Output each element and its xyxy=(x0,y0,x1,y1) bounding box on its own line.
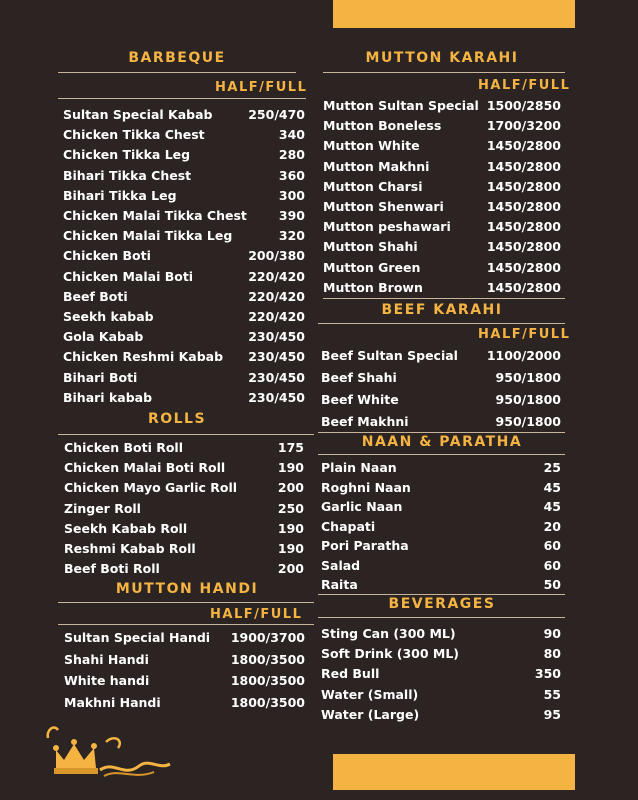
naan-paratha-title: NAAN & PARATHA xyxy=(361,434,523,450)
mutton-karahi-item: Mutton Boneless 1700/3200 xyxy=(323,118,561,134)
barbeque-halffull: HALF/FULL xyxy=(215,80,308,95)
beef-karahi-item: Beef Shahi 950/1800 xyxy=(321,370,561,385)
barbeque-item: Seekh kabab 220/420 xyxy=(63,309,305,324)
barbeque-item: Chicken Malai Tikka Chest 390 xyxy=(63,208,305,223)
bottom-accent-bar xyxy=(333,754,575,790)
naan-top-rule xyxy=(318,432,565,433)
barbeque-sub-rule xyxy=(58,98,306,99)
mutton-karahi-title: MUTTON KARAHI xyxy=(365,50,519,66)
barbeque-item: Gola Kabab 230/450 xyxy=(63,329,305,345)
beverages-item: Water (Small) 55 xyxy=(321,686,561,702)
mutton-handi-halffull: HALF/FULL xyxy=(210,607,303,622)
mutton-handi-item: Sultan Special Handi 1900/3700 xyxy=(64,630,305,645)
mutton-karahi-item: Mutton Sultan Special 1500/2850 xyxy=(323,98,561,113)
barbeque-rule xyxy=(58,72,296,73)
mutton-karahi-item: Mutton Shenwari 1450/2800 xyxy=(323,199,561,214)
barbeque-title: BARBEQUE xyxy=(128,50,226,66)
rolls-item: Chicken Malai Boti Roll 190 xyxy=(64,460,304,476)
rolls-item: Seekh Kabab Roll 190 xyxy=(64,520,304,536)
barbeque-item: Chicken Tikka Chest 340 xyxy=(63,127,305,143)
mutton-karahi-item: Mutton Brown 1450/2800 xyxy=(323,279,561,295)
beef-karahi-top-rule xyxy=(323,298,565,299)
rolls-item: Beef Boti Roll 200 xyxy=(64,561,304,577)
mutton-karahi-item: Mutton Shahi 1450/2800 xyxy=(323,239,561,255)
mutton-handi-item: Shahi Handi 1800/3500 xyxy=(64,651,305,667)
naan-paratha-item: Salad 60 xyxy=(321,557,561,573)
mutton-karahi-item: Mutton Makhni 1450/2800 xyxy=(323,158,561,174)
crown-icon xyxy=(44,720,174,780)
mutton-karahi-item: Mutton White 1450/2800 xyxy=(323,138,561,154)
mutton-karahi-item: Mutton peshawari 1450/2800 xyxy=(323,219,561,235)
barbeque-item: Sultan Special Kabab 250/470 xyxy=(63,107,305,122)
naan-paratha-item: Pori Paratha 60 xyxy=(321,538,561,553)
mutton-karahi-item: Mutton Charsi 1450/2800 xyxy=(323,178,561,194)
mutton-karahi-item: Mutton Green 1450/2800 xyxy=(323,259,561,275)
rolls-item: Chicken Mayo Garlic Roll 200 xyxy=(64,480,304,496)
mutton-handi-sub-rule xyxy=(58,624,314,625)
mutton-handi-title: MUTTON HANDI xyxy=(115,581,259,597)
beverages-rule xyxy=(318,617,565,618)
mutton-handi-item: Makhni Handi 1800/3500 xyxy=(64,694,305,710)
rolls-title: ROLLS xyxy=(147,411,207,427)
beverages-item: Red Bull 350 xyxy=(321,666,561,682)
rolls-rule xyxy=(58,434,314,435)
naan-paratha-item: Garlic Naan 45 xyxy=(321,499,561,514)
top-accent-bar xyxy=(333,0,575,28)
beef-karahi-rule xyxy=(318,323,565,324)
naan-paratha-item: Chapati 20 xyxy=(321,518,561,534)
beef-karahi-item: Beef White 950/1800 xyxy=(321,392,561,407)
naan-paratha-rule xyxy=(318,454,565,455)
barbeque-item: Bihari Boti 230/450 xyxy=(63,369,305,385)
rolls-item: Reshmi Kabab Roll 190 xyxy=(64,541,304,556)
barbeque-item: Bihari Tikka Leg 300 xyxy=(63,187,305,203)
mutton-karahi-rule xyxy=(323,72,565,73)
rolls-item: Zinger Roll 250 xyxy=(64,500,304,516)
mutton-karahi-halffull: HALF/FULL xyxy=(478,78,571,93)
mutton-handi-item: White handi 1800/3500 xyxy=(64,673,305,688)
barbeque-item: Chicken Malai Boti 220/420 xyxy=(63,268,305,284)
beef-karahi-title: BEEF KARAHI xyxy=(381,302,503,318)
beverages-item: Sting Can (300 ML) 90 xyxy=(321,626,561,641)
naan-paratha-item: Raita 50 xyxy=(321,577,561,592)
beverages-top-rule xyxy=(318,594,565,595)
beef-karahi-halffull: HALF/FULL xyxy=(478,327,571,342)
beverages-title: BEVERAGES xyxy=(388,596,496,612)
naan-paratha-item: Plain Naan 25 xyxy=(321,460,561,475)
barbeque-item: Chicken Reshmi Kabab 230/450 xyxy=(63,349,305,365)
naan-paratha-item: Roghni Naan 45 xyxy=(321,479,561,495)
beef-karahi-item: Beef Sultan Special 1100/2000 xyxy=(321,348,561,363)
barbeque-item: Bihari Tikka Chest 360 xyxy=(63,167,305,183)
barbeque-item: Chicken Malai Tikka Leg 320 xyxy=(63,228,305,244)
barbeque-item: Beef Boti 220/420 xyxy=(63,288,305,304)
beverages-item: Soft Drink (300 ML) 80 xyxy=(321,646,561,662)
barbeque-item: Chicken Boti 200/380 xyxy=(63,248,305,264)
barbeque-item: Chicken Tikka Leg 280 xyxy=(63,147,305,163)
barbeque-item: Bihari kabab 230/450 xyxy=(63,389,305,405)
mutton-handi-rule xyxy=(58,602,314,603)
rolls-item: Chicken Boti Roll 175 xyxy=(64,440,304,455)
beef-karahi-item: Beef Makhni 950/1800 xyxy=(321,414,561,429)
beverages-item: Water (Large) 95 xyxy=(321,706,561,722)
